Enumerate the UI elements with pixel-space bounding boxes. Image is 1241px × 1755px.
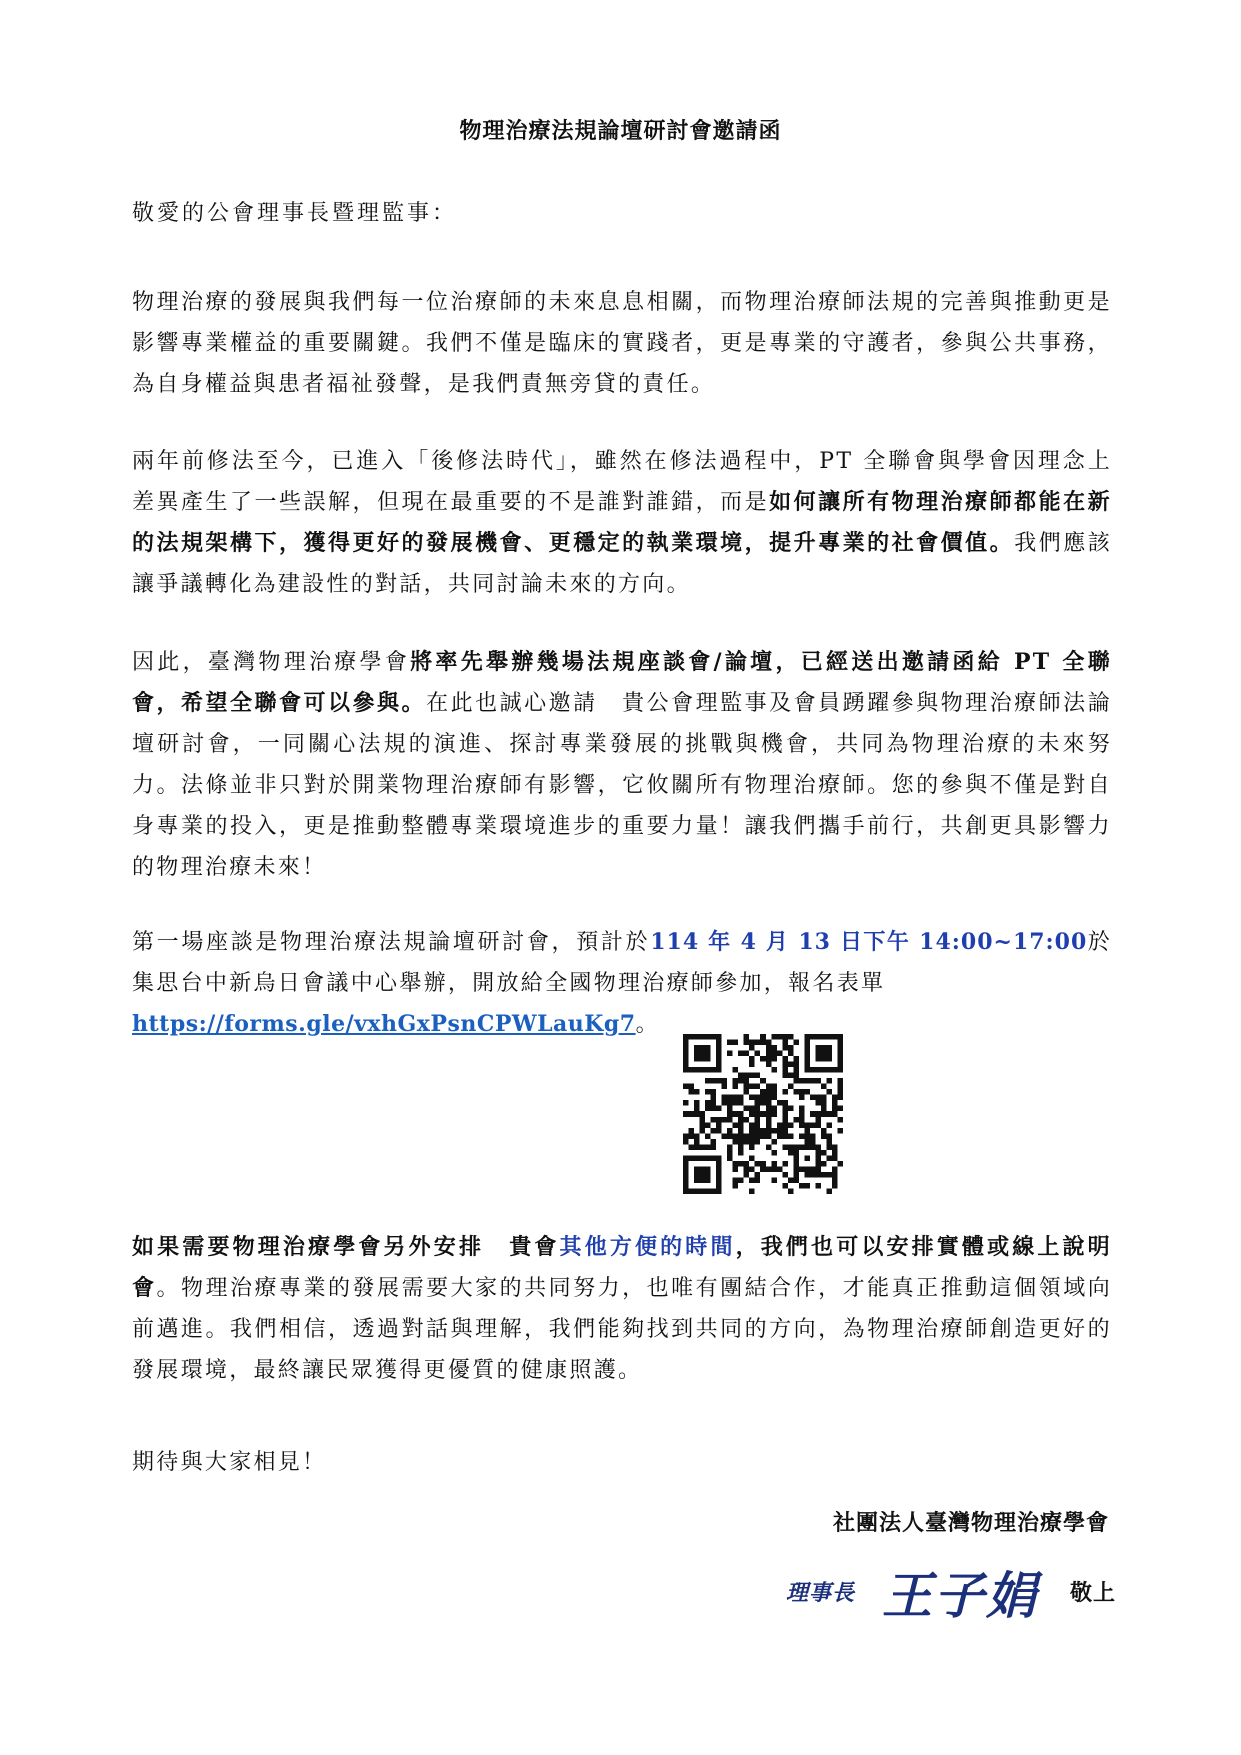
p2-text-c: 我們應該讓爭議轉化為建設性的對話，共同討論未來的方向。	[132, 531, 1113, 597]
p3-text-a: 因此，臺灣物理治療學會	[132, 650, 411, 675]
p4-end: 。	[635, 1012, 660, 1037]
organization-name: 社團法人臺灣物理治療學會	[832, 1510, 1109, 1536]
paragraph-importance: 物理治療的發展與我們每一位治療師的未來息息相關，而物理治療師法規的完善與推動更是影響專業權益的重要關鍵。我們不僅是臨床的實踐者，更是專業的守護者，參與公共事務，為自身權益與患者福祉發聲，是我們責無旁貸的責任。	[132, 290, 1112, 397]
letter-title: 物理治療法規論壇研討會邀請函	[459, 118, 782, 144]
p4-text-b: 於集思台中新烏日會議中心舉辦，開放給全國物理治療師參加，報名表單	[132, 930, 1112, 996]
registration-form-link[interactable]: https://forms.gle/vxhGxPsnCPWLauKg7	[132, 1011, 636, 1037]
signature-name: 王子娟	[882, 1566, 1038, 1625]
qr-code-icon	[683, 1034, 843, 1194]
paragraph-forum-invitation	[132, 642, 1112, 888]
signature-block	[786, 1556, 1116, 1625]
signature-respect: 敬上	[1069, 1580, 1116, 1606]
p5-bold-c: ，我們也可以安排實體或線上說明會	[132, 1234, 1112, 1301]
session-date: 114 年 4 月 13 日下午 14:00~17:00	[650, 929, 1088, 955]
p5-text-d: 。物理治療專業的發展需要大家的共同努力，也唯有團結合作，才能真正推動這個領域向前邁進。我們相信，透過對話與理解，我們能夠找到共同的方向，為物理治療師創造更好的發展環境，最終讓民眾獲得更優質的健康照護。	[132, 1276, 1112, 1383]
p4-text-a: 第一場座談是物理治療法規論壇研討會，預計於	[132, 930, 651, 955]
p2-text-a: 兩年前修法至今，已進入「後修法時代」，雖然在修法過程中，PT 全聯會與學會因理念上差異產生了一些誤解，但現在最重要的不是誰對誰錯，而是	[132, 449, 1112, 515]
p3-bold-forum: 將率先舉辦幾場法規座談會/論壇，已經送出邀請函給 PT 全聯會，希望全聯會可以參與。	[132, 649, 1112, 716]
signature-role: 理事長	[786, 1580, 856, 1606]
p5-bold-a: 如果需要物理治療學會另外安排 貴會	[132, 1234, 560, 1260]
paragraph-post-amendment	[132, 441, 1112, 605]
p3-text-c: 在此也誠心邀請 貴公會理監事及會員踴躍參與物理治療師法論壇研討會，一同關心法規的演進、探討專業發展的挑戰與機會，共同為物理治療的未來努力。法條並非只對於開業物理治療師有影響，它攸關所有物理治療師。您的參與不僅是對自身專業的投入，更是推動整體專業環境進步的重要力量！讓我們攜手前行，共創更具影響力的物理治療未來！	[132, 691, 1112, 880]
closing-line: 期待與大家相見！	[132, 1450, 327, 1475]
paragraph-alternative-session	[132, 1227, 1112, 1391]
p5-convenient-time: 其他方便的時間	[559, 1234, 736, 1260]
p2-bold-goal: 如何讓所有物理治療師都能在新的法規架構下，獲得更好的發展機會、更穩定的執業環境，提升專業的社會價值。	[132, 489, 1112, 556]
paragraph-first-session	[132, 922, 1112, 1045]
salutation: 敬愛的公會理事長暨理監事：	[132, 201, 458, 226]
